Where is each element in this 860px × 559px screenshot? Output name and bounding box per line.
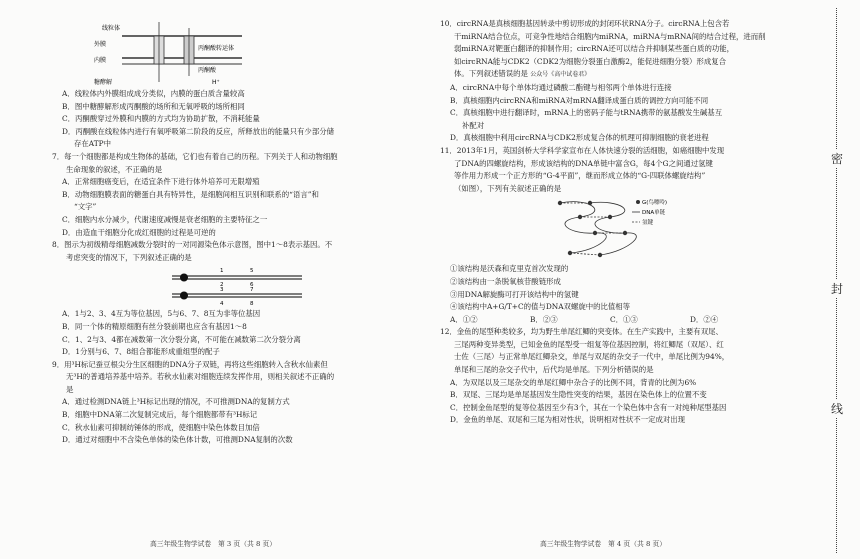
left-column	[52, 18, 412, 447]
q7-stem: 7．每一个细胞都是构成生物体的基础，它们也有着自己的历程。下列关于人和动物细胞	[52, 151, 338, 161]
seal-char-xian: 线	[830, 402, 843, 416]
fig-label-proton: H⁺	[212, 79, 220, 86]
q11-choices	[450, 314, 800, 327]
centromere-bottom	[180, 292, 188, 300]
q9-option-b: B．细胞中DNA第二次复制完成后，每个细胞都带有³H标记	[62, 410, 258, 420]
footer-page-3: 高三年级生物学试卷 第 3 页（共 8 页）	[150, 540, 277, 548]
q11-stem: 11．2013年1月，英国剑桥大学科学家宣布在人体快速分裂的活细胞，如癌细胞中发现	[440, 145, 725, 155]
q10-option-d: D．真核细胞中利用circRNA与CDK2形成复合体的机理可抑制细胞的衰老进程	[450, 133, 709, 143]
q10-option-c-cont: 补配对	[462, 120, 485, 130]
q10-line-4: 如circRNA能与CDK2（CDK2为细胞分裂蛋白激酶2，能促进细胞分裂）形成复合	[454, 56, 727, 66]
q11-item-1: ①该结构是沃森和克里克首次发现的	[450, 264, 569, 274]
q6-option-d-cont: 存在ATP中	[74, 139, 112, 149]
q12-option-a: A．为双尾以及三尾杂交的单尾红鲫中杂合子的比例不同，背青的比例为6%	[450, 377, 697, 387]
q11-choice-d: D．②④	[690, 314, 719, 324]
q9-stem: 9．用³H标记蚕豆根尖分生区细胞的DNA分子双链，再将这些细胞转入含秋水仙素但	[52, 359, 328, 369]
fig-label-inner: 内膜	[94, 57, 107, 64]
q9-stem-2: 无³H的普通培养基中培养。若秋水仙素对细胞连续发挥作用，则相关叙述不正确的	[66, 372, 335, 382]
q11-item-4: ④该结构中A+G/T+C的值与DNA双螺旋中的比值相等	[450, 302, 631, 312]
fig-label-pyruvate: 丙酮酸	[198, 67, 217, 74]
q11-line-3: 等作用力形成一个正方形的“G-4平面”，继而形成立体的“G-四联体螺旋结构”	[454, 171, 706, 181]
q8-option-d: D．1分别与6、7、8组合都能形成重组型的配子	[62, 347, 220, 357]
gene-4: 4	[220, 301, 224, 308]
q11-choice-a: A．①②	[450, 314, 478, 324]
q9-stem-3: 是	[66, 384, 74, 394]
chromosome-figure	[162, 264, 412, 308]
mitochondria-figure	[92, 18, 412, 88]
q8-option-a: A．1与2、3、4互为等位基因，5与6、7、8互为非等位基因	[62, 309, 261, 319]
q10-line-5: 体。下列叙述错误的是	[454, 69, 528, 79]
q12-option-d: D．金鱼的单尾、双尾和三尾为相对性状，说明相对性状不一定成对出现	[450, 415, 686, 425]
g-quadruplex-figure	[540, 195, 800, 263]
chromosome-diagram	[162, 264, 312, 308]
q8-option-c: C．1、2与3、4都在减数第一次分裂分离，不可能在减数第二次分裂分离	[62, 334, 301, 344]
q7-option-d: D．由造血干细胞分化成红细胞的过程是可逆的	[62, 227, 216, 237]
q10-option-c: C．真核细胞中进行翻译时，mRNA上的密码子能与tRNA携带的氨基酸发生碱基互	[450, 108, 723, 118]
q7-option-b: B．动物细胞膜表面的糖蛋白具有特异性，是细胞间相互识别和联系的“语言”和	[62, 189, 319, 199]
q11-line-2: 了DNA的四螺旋结构，形成该结构的DNA单链中富含G，每4个G之间通过氢键	[454, 158, 713, 168]
q7-stem-2: 生命现象的叙述，不正确的是	[66, 164, 163, 174]
gene-3: 3	[220, 287, 224, 294]
fig-label-hbond: 氢键	[642, 220, 654, 227]
g-quadruplex-diagram	[540, 195, 690, 263]
q7-option-a: A．正常细胞癌变后，在适宜条件下进行体外培养可无限增殖	[62, 177, 260, 187]
q7-option-b-cont: “文字”	[74, 202, 97, 212]
q10-stem: 10．circRNA是真核细胞基因转录中剪切形成的封闭环状RNA分子。circRNA上包含若	[440, 19, 730, 28]
q8-stem: 8．图示为初级精母细胞减数分裂时的一对同源染色体示意图，图中1～8表示基因。不	[52, 240, 333, 250]
right-column	[440, 18, 800, 427]
seal-char-mi: 密	[830, 152, 843, 166]
q11-line-4: （如图），下列有关叙述正确的是	[454, 183, 562, 193]
gene-7: 7	[250, 287, 254, 294]
q8-stem-2: 考虑突变的情况下，下列叙述正确的是	[66, 252, 192, 262]
gene-8: 8	[250, 301, 254, 308]
q12-line-4: 单尾和三尾的杂交子代中，后代均是单尾。下列分析错误的是	[454, 365, 654, 375]
q10-line-3: 弱miRNA对靶蛋白翻译的抑制作用；circRNA还可以结合并抑制某些蛋白质的功能，	[454, 44, 735, 54]
fig-label-outer: 外膜	[94, 41, 107, 48]
q7-option-c: C．细胞内水分减少，代谢速度减慢是衰老细胞的主要特征之一	[62, 214, 268, 224]
gene-6: 6	[250, 282, 254, 289]
fig-label-guanine: G(鸟嘌呤)	[642, 200, 668, 207]
footer-page-4: 高三年级生物学试卷 第 4 页（共 8 页）	[540, 540, 667, 548]
q9-option-c: C．秋水仙素可抑制纺锤体的形成，使细胞中染色体数目加倍	[62, 422, 260, 432]
gene-5: 5	[250, 268, 254, 275]
mitochondria-diagram	[92, 18, 292, 88]
seal-margin	[818, 0, 858, 559]
q6-option-a: A．线粒体内外膜组成成分类似，内膜的蛋白质含量较高	[62, 89, 245, 98]
fig-label-mito: 线粒体	[102, 25, 121, 32]
q6-option-c: C．丙酮酸穿过外膜和内膜的方式均为协助扩散，不消耗能量	[62, 114, 260, 124]
centromere-top	[180, 274, 188, 282]
fig-label-dna-strand: DNA单链	[642, 210, 666, 217]
q8-option-b: B．同一个体的精原细胞有丝分裂前期也应含有基因1～8	[62, 321, 247, 331]
q12-stem: 12．金鱼的尾型种类较多，均为野生单尾红鲫的突变体。在生产实践中，主要有双尾、	[440, 327, 723, 337]
q12-line-3: 士佐（三尾）与正常单尾红鲫杂交，单尾与双尾的杂交子一代中，单尾比例为94%，	[454, 352, 730, 362]
q9-option-a: A．通过检测DNA链上³H标记出现的情况，不可推测DNA的复制方式	[62, 397, 290, 407]
q9-option-d: D．通过对细胞中不含染色单体的染色体计数，可推测DNA复制的次数	[62, 435, 293, 445]
q6-option-b: B．图中糖酵解形成丙酮酸的场所和无氧呼吸的场所相同	[62, 101, 245, 111]
q10-line-2: 干miRNA结合位点，可竞争性地结合细胞内miRNA，miRNA与mRNA间的结合过程，进而削	[454, 31, 766, 41]
q10-option-a: A．circRNA中每个单体均通过磷酸二酯键与相邻两个单体进行连接	[450, 82, 672, 92]
q11-choice-b: B．②③	[530, 314, 558, 324]
q11-item-3: ③用DNA解旋酶可打开该结构中的氢键	[450, 289, 579, 299]
q12-option-b: B．双尾、三尾均是单尾基因发生隐性突变的结果，基因在染色体上的位置不变	[450, 390, 707, 400]
fig-label-glycolysis: 糖酵解	[94, 79, 113, 86]
gene-2: 2	[220, 282, 224, 289]
gene-1: 1	[220, 268, 224, 275]
q10-note: 公众号《高中试卷君》	[530, 71, 591, 79]
fig-label-transporter: 丙酮酸转运体	[198, 45, 235, 52]
q12-option-c: C．控制金鱼尾型的复等位基因至少有3个，其在一个染色体中含有一对纯种尾型基因	[450, 402, 727, 412]
q12-line-2: 三尾两种变异类型，已知金鱼的尾型受一组复等位基因控制，将红鲫尾（双尾）、红	[454, 339, 724, 349]
q6-option-d: D．丙酮酸在线粒体内进行有氧呼吸第二阶段的反应，所释放出的能量只有少部分储	[62, 126, 334, 136]
q11-item-2: ②该结构由一条脱氧核苷酸链形成	[450, 276, 561, 286]
q10-option-b: B．真核细胞内circRNA和miRNA对mRNA翻译成蛋白质的调控方向可能不同	[450, 95, 709, 105]
q11-choice-c: C．①③	[610, 314, 638, 324]
seal-char-feng: 封	[830, 282, 843, 296]
